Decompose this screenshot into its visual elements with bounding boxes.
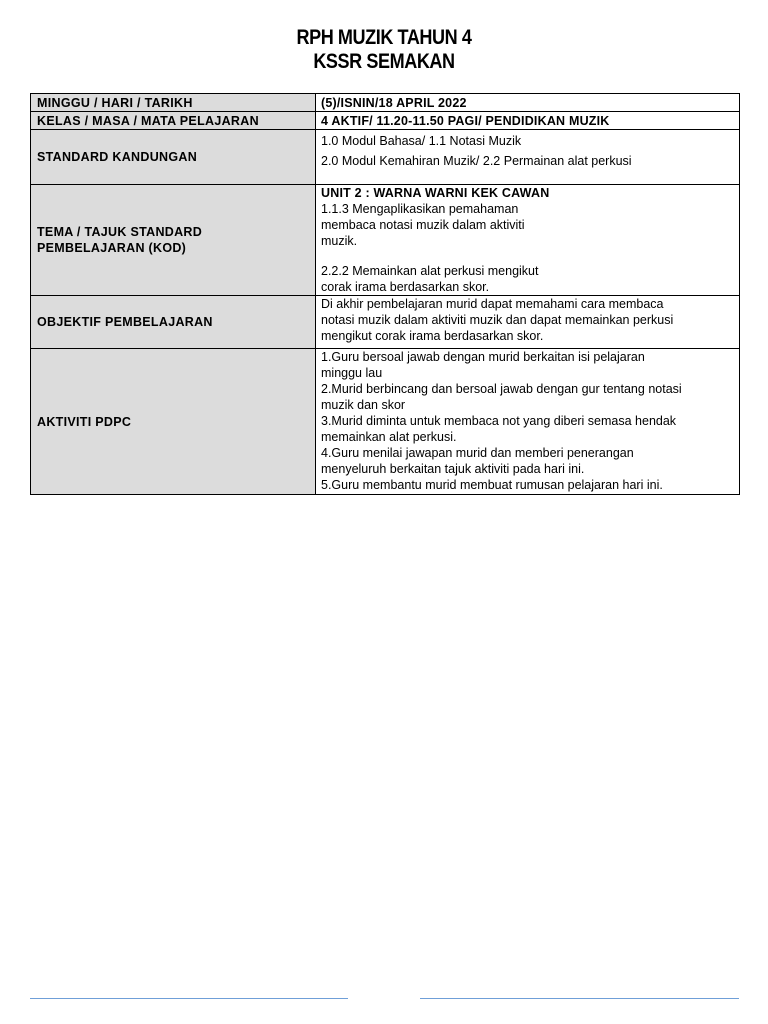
row-objektif bbox=[31, 296, 740, 349]
value-tema bbox=[316, 185, 740, 296]
tema-unit: UNIT 2 : WARNA WARNI KEK CAWAN bbox=[321, 186, 550, 200]
sk-line-2: 2.0 Modul Kemahiran Muzik/ 2.2 Permainan alat perkusi bbox=[321, 154, 632, 168]
aktiviti-line-5: 3.Murid diminta untuk membaca not yang diberi semasa hendak bbox=[321, 414, 677, 428]
label-objektif: OBJEKTIF PEMBELAJARAN bbox=[31, 296, 316, 349]
objektif-line-2: notasi muzik dalam aktiviti muzik dan dapat memainkan perkusi bbox=[321, 313, 674, 327]
row-standard-kandungan bbox=[31, 130, 740, 185]
aktiviti-line-1: 1.Guru bersoal jawab dengan murid berkaitan isi pelajaran bbox=[321, 350, 645, 364]
aktiviti-line-7: 4.Guru menilai jawapan murid dan memberi penerangan bbox=[321, 446, 634, 460]
sk-line-1: 1.0 Modul Bahasa/ 1.1 Notasi Muzik bbox=[321, 134, 522, 148]
tema-line-a3: muzik. bbox=[321, 234, 358, 248]
tema-label-line-2: PEMBELAJARAN (KOD) bbox=[37, 241, 187, 255]
rph-table bbox=[30, 93, 740, 495]
tema-label-line-1: TEMA / TAJUK STANDARD bbox=[37, 225, 203, 239]
aktiviti-line-9: 5.Guru membantu murid membuat rumusan pelajaran hari ini. bbox=[321, 478, 663, 492]
label-kelas: KELAS / MASA / MATA PELAJARAN bbox=[31, 112, 316, 130]
value-kelas: 4 AKTIF/ 11.20-11.50 PAGI/ PENDIDIKAN MUZIK bbox=[316, 112, 740, 130]
aktiviti-line-3: 2.Murid berbincang dan bersoal jawab dengan gur tentang notasi bbox=[321, 382, 682, 396]
row-aktiviti bbox=[31, 349, 740, 495]
tema-line-b2: corak irama berdasarkan skor. bbox=[321, 280, 490, 294]
label-standard-kandungan: STANDARD KANDUNGAN bbox=[31, 130, 316, 185]
aktiviti-line-8: menyeluruh berkaitan tajuk aktiviti pada hari ini. bbox=[321, 462, 585, 476]
aktiviti-line-6: memainkan alat perkusi. bbox=[321, 430, 457, 444]
label-tema bbox=[31, 185, 316, 296]
value-objektif bbox=[316, 296, 740, 349]
tema-line-a2: membaca notasi muzik dalam aktiviti bbox=[321, 218, 525, 232]
value-minggu: (5)/ISNIN/18 APRIL 2022 bbox=[316, 94, 740, 112]
aktiviti-line-2: minggu lau bbox=[321, 366, 383, 380]
objektif-line-3: mengikut corak irama berdasarkan skor. bbox=[321, 329, 544, 343]
footer-line-left bbox=[30, 998, 348, 999]
page-subtitle: KSSR SEMAKAN bbox=[313, 50, 455, 73]
page-title: RPH MUZIK TAHUN 4 bbox=[296, 26, 472, 49]
objektif-line-1: Di akhir pembelajaran murid dapat memahami cara membaca bbox=[321, 297, 664, 311]
row-minggu bbox=[31, 94, 740, 112]
label-aktiviti: AKTIVITI PDPC bbox=[31, 349, 316, 495]
tema-line-a1: 1.1.3 Mengaplikasikan pemahaman bbox=[321, 202, 519, 216]
row-kelas bbox=[31, 112, 740, 130]
footer-line-right bbox=[420, 998, 739, 999]
label-minggu: MINGGU / HARI / TARIKH bbox=[31, 94, 316, 112]
tema-line-b1: 2.2.2 Memainkan alat perkusi mengikut bbox=[321, 264, 539, 278]
row-tema bbox=[31, 185, 740, 296]
aktiviti-line-4: muzik dan skor bbox=[321, 398, 406, 412]
value-aktiviti bbox=[316, 349, 740, 495]
tema-gap bbox=[321, 249, 735, 263]
value-standard-kandungan bbox=[316, 130, 740, 185]
